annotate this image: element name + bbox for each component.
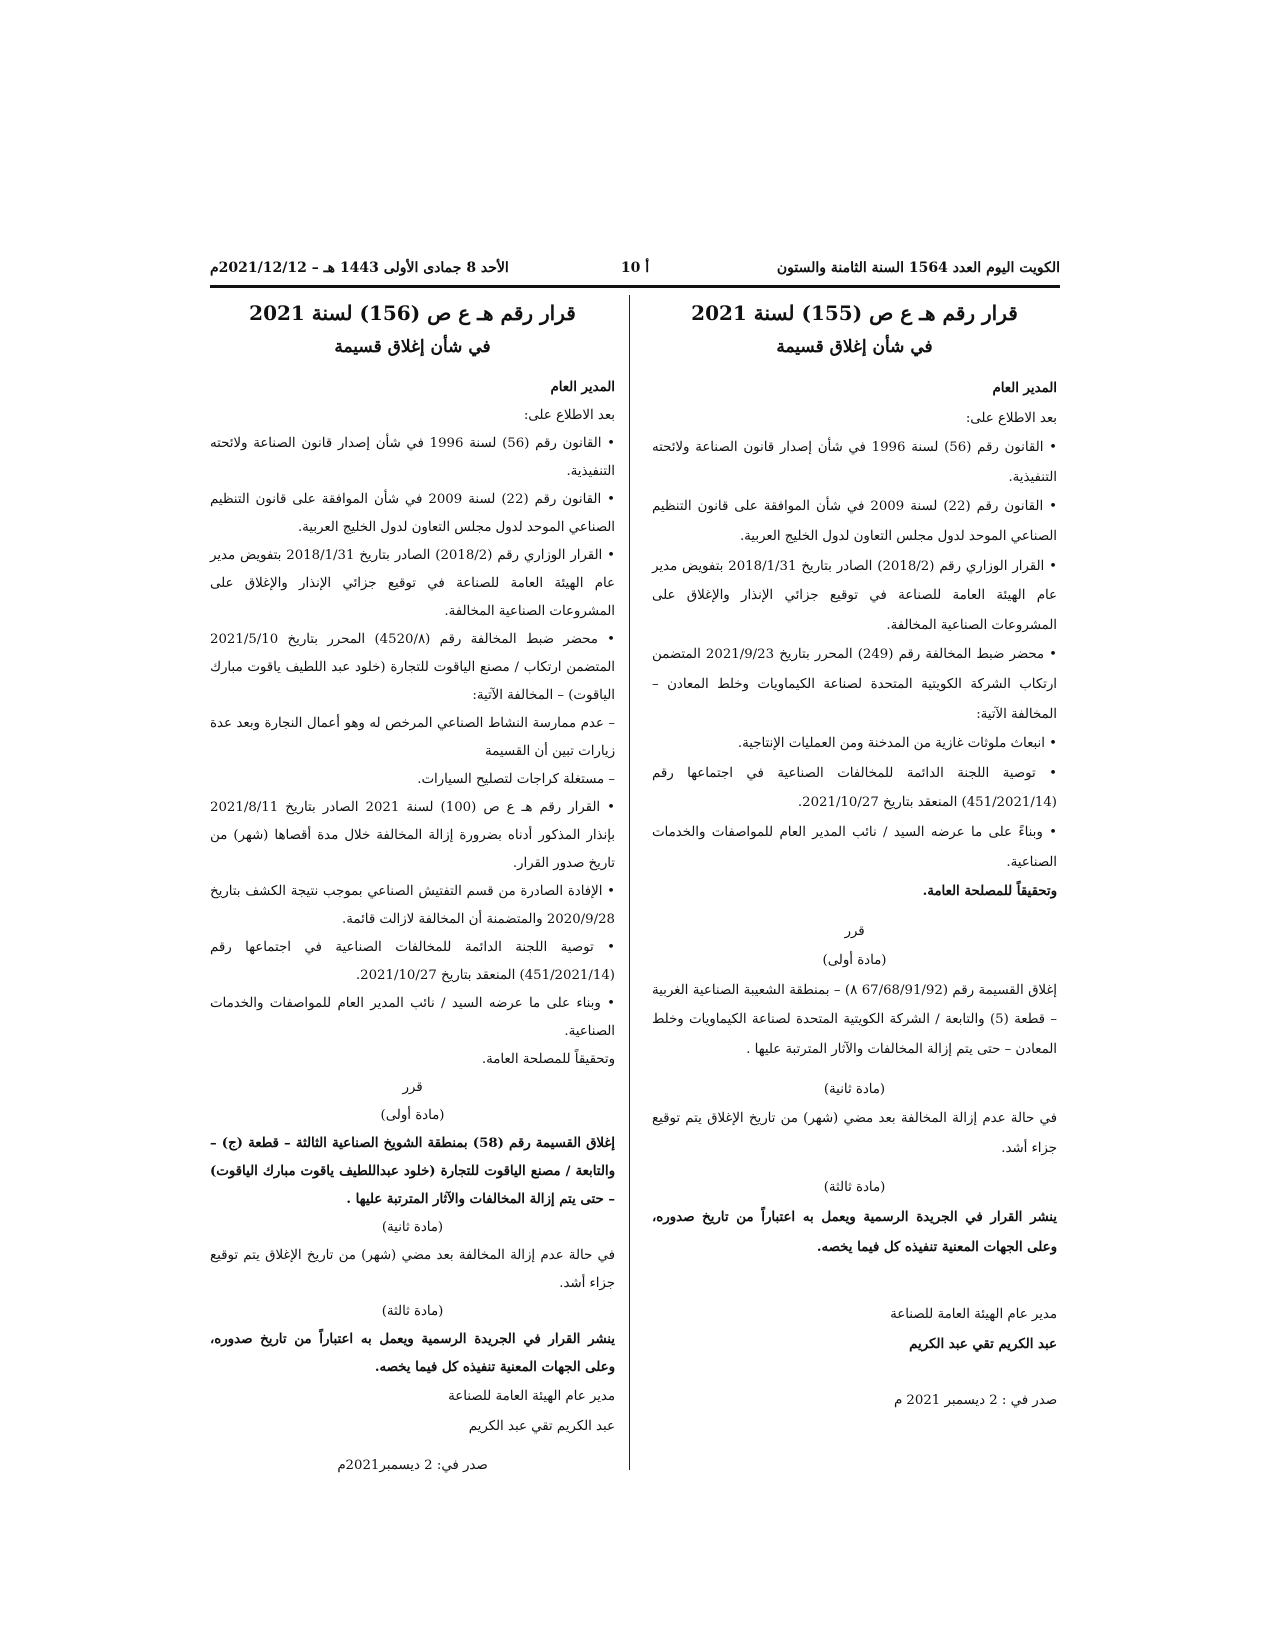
decision-156-issued-date: صدر في: 2 ديسمبر2021م <box>337 1458 488 1473</box>
decision-156-decided: قرر <box>402 1080 423 1095</box>
decision-156-clause-10: • وبناء على ما عرضه السيد / نائب المدير العام للمواصفات والخدمات الصناعية. <box>210 996 615 1039</box>
decision-156-column <box>210 296 615 1480</box>
decision-155-article-2-title: (مادة ثانية) <box>823 1081 886 1097</box>
header-issue-info: الكويت اليوم العدد 1564 السنة الثامنة والستون <box>776 260 1060 276</box>
decision-156-intro: بعد الاطلاع على: <box>523 408 615 423</box>
decision-156-article-2: في حالة عدم إزالة المخالفة بعد مضي (شهر) من تاريخ الإغلاق يتم توقيع جزاء أشد. <box>210 1248 615 1291</box>
decision-155-clause-7: • وبناءً على ما عرضه السيد / نائب المدير العام للمواصفات والخدمات الصناعية. <box>652 824 1057 870</box>
decision-156-clause-2: • القانون رقم (22) لسنة 2009 في شأن الموافقة على قانون التنظيم الصناعي الموحد لدول مجلس التعاون لدول الخليج العربية. <box>210 492 615 535</box>
decision-156-article-1: إغلاق القسيمة رقم (58) بمنطقة الشويخ الصناعية الثالثة – قطعة (ج) – والتابعة / مصنع الياقوت للتجارة (خلود عبداللطيف ياقوت مبارك الياقوت) – حتى يتم إزالة المخالفات والآثار المترتبة عليها . <box>210 1136 615 1207</box>
decision-156-clause-9: • توصية اللجنة الدائمة للمخالفات الصناعية في اجتماعها رقم (451/2021/14) المنعقد بتاريخ 2021/10/27. <box>210 940 615 983</box>
decision-156-article-3-title: (مادة ثالثة) <box>381 1304 444 1319</box>
decision-156-clause-1: • القانون رقم (56) لسنة 1996 في شأن إصدار قانون الصناعة ولائحته التنفيذية. <box>210 436 615 479</box>
decision-155-article-3-title: (مادة ثالثة) <box>823 1180 886 1196</box>
decision-155-clause-5: • انبعاث ملوثات غازية من المدخنة ومن العمليات الإنتاجية. <box>737 736 1057 752</box>
decision-155-signatory-title: مدير عام الهيئة العامة للصناعة <box>890 1307 1057 1323</box>
decision-156-subtitle: في شأن إغلاق قسيمة <box>334 337 491 357</box>
decision-156-article-1-title: (مادة أولى) <box>380 1108 445 1123</box>
decision-156-title: قرار رقم هـ ع ص (156) لسنة 2021 <box>249 301 576 325</box>
decision-156-director: المدير العام <box>550 380 615 395</box>
decision-155-subtitle: في شأن إغلاق قسيمة <box>776 337 933 357</box>
decision-155-article-1: إغلاق القسيمة رقم (67/68/91/92 ٨) – بمنطقة الشعيبة الصناعية الغربية – قطعة (5) والتابعة / الشركة الكويتية المتحدة لصناعة الكيماويات وخلط المعادن – حتى يتم إزالة المخالفات والآثار المترتبة عليها . <box>652 982 1057 1058</box>
decision-156-signatory-title: مدير عام الهيئة العامة للصناعة <box>448 1389 615 1404</box>
decision-155-intro: بعد الاطلاع على: <box>965 410 1057 426</box>
decision-155-clause-1: • القانون رقم (56) لسنة 1996 في شأن إصدار قانون الصناعة ولائحته التنفيذية. <box>652 440 1057 485</box>
decision-155-clause-6: • توصية اللجنة الدائمة للمخالفات الصناعية في اجتماعها رقم (451/2021/14) المنعقد بتاريخ 2021/10/27. <box>652 765 1057 811</box>
decision-155-article-3: ينشر القرار في الجريدة الرسمية ويعمل به اعتباراً من تاريخ صدوره، وعلى الجهات المعنية تنفيذه كل فيما يخصه. <box>652 1210 1057 1255</box>
decision-156-clause-4: • محضر ضبط المخالفة رقم (4520/٨) المحرر بتاريخ 2021/5/10 المتضمن ارتكاب / مصنع الياقوت للتجارة (خلود عبد اللطيف ياقوت مبارك الياقوت) – المخالفة الآتية: <box>210 632 615 703</box>
decision-155-column <box>652 296 1057 1416</box>
header-date: الأحد 8 جمادى الأولى 1443 هـ – 2021/12/12م <box>210 260 509 276</box>
decision-155-decided: قرر <box>844 923 865 939</box>
decision-155-clause-3: • القرار الوزاري رقم (2018/2) الصادر بتاريخ 2018/1/31 بتفويض مدير عام الهيئة العامة للصناعة في توقيع جزائي الإنذار والإغلاق على المشروعات الصناعية المخالفة. <box>652 558 1057 633</box>
decision-156-clause-3: • القرار الوزاري رقم (2018/2) الصادر بتاريخ 2018/1/31 بتفويض مدير عام الهيئة العامة للصناعة في توقيع جزائي الإنذار والإغلاق على المشروعات الصناعية المخالفة. <box>210 548 615 619</box>
page-header <box>210 256 1060 282</box>
decision-155-issued-date: صدر في : 2 ديسمبر 2021 م <box>893 1393 1057 1409</box>
decision-156-article-2-title: (مادة ثانية) <box>381 1220 444 1235</box>
decision-156-clause-7: • القرار رقم هـ ع ص (100) لسنة 2021 الصادر بتاريخ 2021/8/11 بإنذار المذكور أدناه بضرورة إزالة المخالفة خلال مدة أقصاها (شهر) من تاريخ صدور القرار. <box>210 800 615 871</box>
decision-156-article-3: ينشر القرار في الجريدة الرسمية ويعمل به اعتباراً من تاريخ صدوره، وعلى الجهات المعنية تنفيذه كل فيما يخصه. <box>210 1332 615 1375</box>
header-rule <box>210 285 1060 288</box>
decision-155-director: المدير العام <box>992 381 1057 396</box>
decision-155-public-interest: وتحقيقاً للمصلحة العامة. <box>922 884 1057 900</box>
decision-156-clause-8: • الإفادة الصادرة من قسم التفتيش الصناعي بموجب نتيجة الكشف بتاريخ 2020/9/28 والمتضمنة أن المخالفة لازالت قائمة. <box>210 884 615 927</box>
decision-156-public-interest: وتحقيقاً للمصلحة العامة. <box>481 1052 615 1067</box>
column-divider <box>629 295 630 1470</box>
header-page-number: أ 10 <box>620 260 650 276</box>
decision-156-signatory-name: عبد الكريم تقي عبد الكريم <box>468 1419 615 1434</box>
decision-156-clause-5: – عدم ممارسة النشاط الصناعي المرخص له وهو أعمال النجارة وبعد عدة زيارات تبين أن القسيمة <box>210 716 615 759</box>
decision-155-signatory-name: عبد الكريم تقي عبد الكريم <box>909 1337 1057 1353</box>
decision-155-article-2: في حالة عدم إزالة المخالفة بعد مضي (شهر) من تاريخ الإغلاق يتم توقيع جزاء أشد. <box>652 1111 1057 1156</box>
decision-155-article-1-title: (مادة أولى) <box>822 953 887 969</box>
decision-155-clause-4: • محضر ضبط المخالفة رقم (249) المحرر بتاريخ 2021/9/23 المتضمن ارتكاب الشركة الكويتية المتحدة لصناعة الكيماويات وخلط المعادن – المخالفة الآتية: <box>652 647 1057 722</box>
decision-156-clause-6: – مستغلة كراجات لتصليح السيارات. <box>417 772 615 787</box>
decision-155-title: قرار رقم هـ ع ص (155) لسنة 2021 <box>691 301 1018 325</box>
decision-155-clause-2: • القانون رقم (22) لسنة 2009 في شأن الموافقة على قانون التنظيم الصناعي الموحد لدول مجلس التعاون لدول الخليج العربية. <box>652 499 1057 544</box>
